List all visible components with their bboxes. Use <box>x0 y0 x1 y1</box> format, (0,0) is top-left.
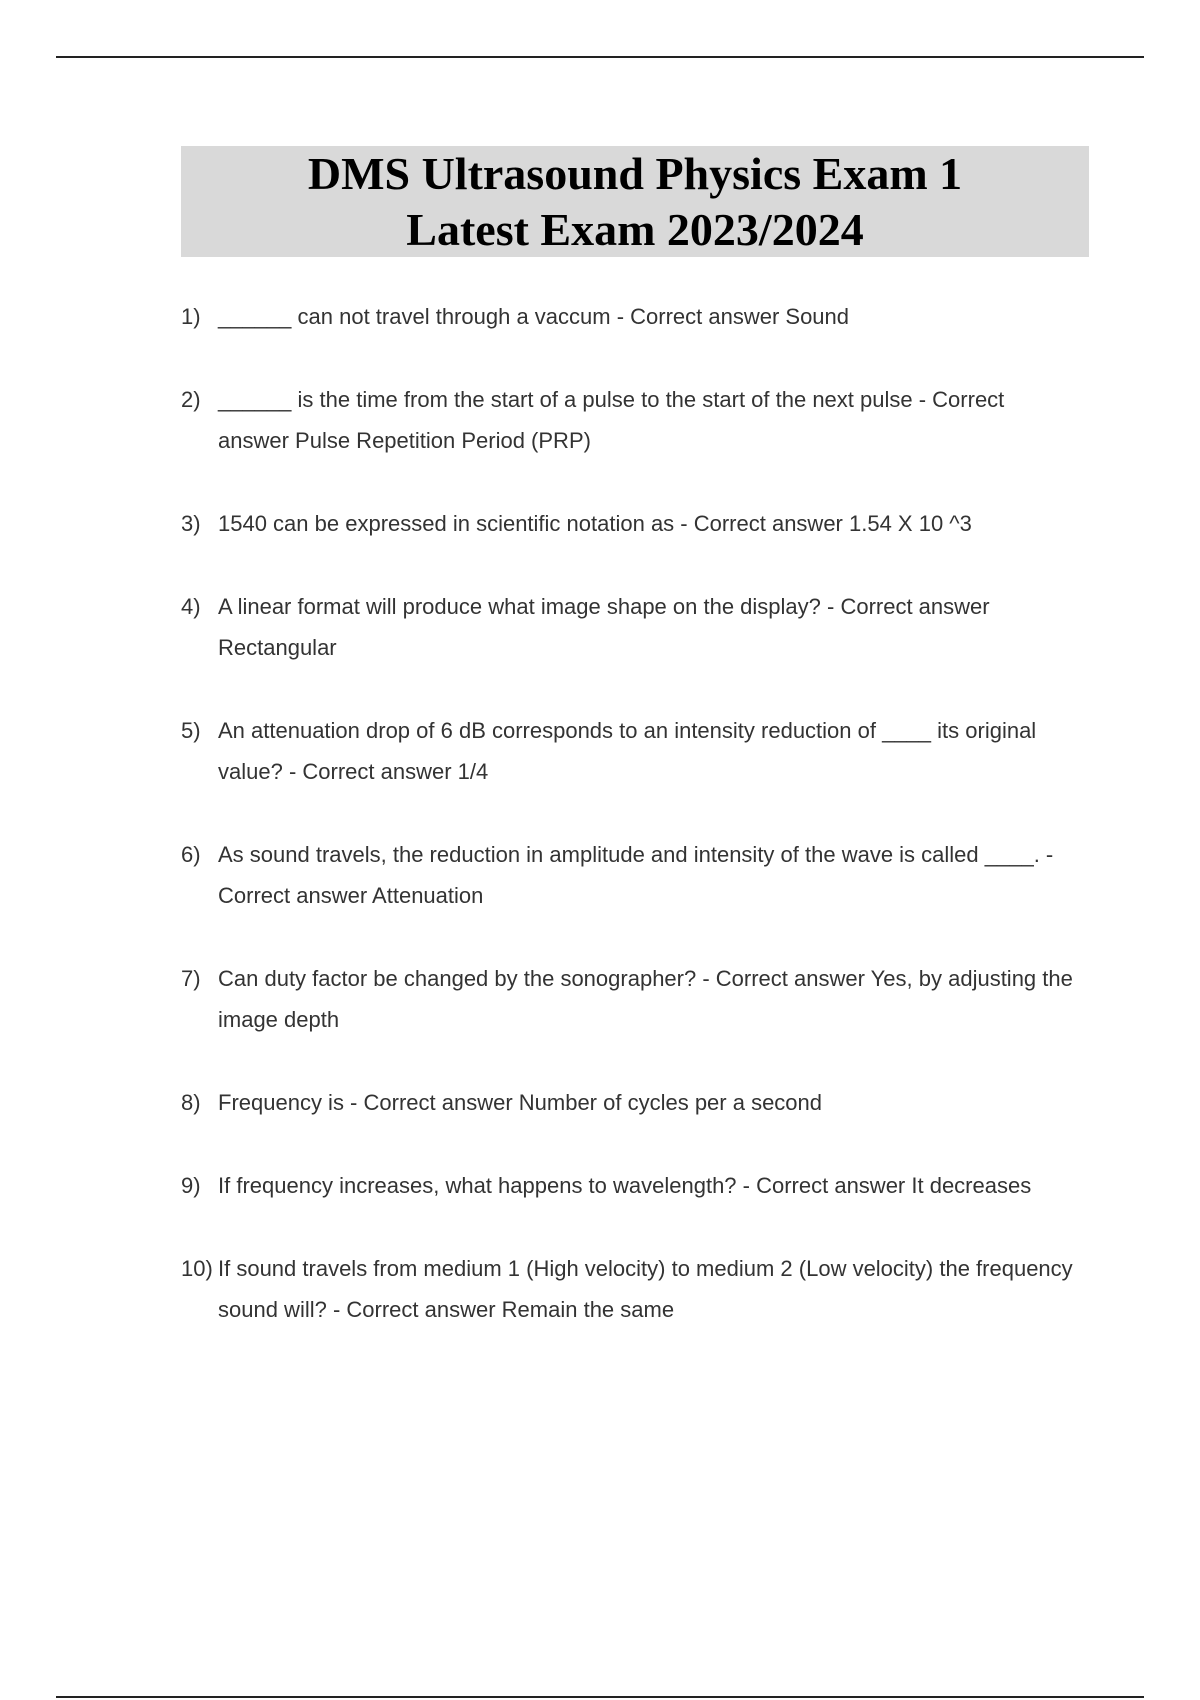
question-item <box>181 379 1081 461</box>
question-text: An attenuation drop of 6 dB corresponds to an intensity reduction of ____ its original value? - Correct answer 1/4 <box>218 718 1037 784</box>
question-item <box>181 958 1081 1040</box>
top-rule <box>56 56 1144 58</box>
bottom-rule <box>56 1696 1144 1698</box>
question-number: 5) <box>181 718 201 743</box>
question-item <box>181 586 1081 668</box>
question-item <box>181 1248 1081 1330</box>
question-number: 8) <box>181 1090 201 1115</box>
question-number: 3) <box>181 511 201 536</box>
question-text: Can duty factor be changed by the sonographer? - Correct answer Yes, by adjusting the image depth <box>218 966 1073 1032</box>
question-text: Frequency is - Correct answer Number of cycles per a second <box>218 1090 823 1115</box>
question-number: 4) <box>181 594 201 619</box>
question-text: As sound travels, the reduction in amplitude and intensity of the wave is called ____. - Correct answer Attenuation <box>218 842 1054 908</box>
question-text: 1540 can be expressed in scientific notation as - Correct answer 1.54 X 10 ^3 <box>218 511 972 536</box>
title-line-1: DMS Ultrasound Physics Exam 1 <box>307 147 963 199</box>
question-item <box>181 296 1081 337</box>
question-item <box>181 1165 1081 1206</box>
question-text: If frequency increases, what happens to wavelength? - Correct answer It decreases <box>218 1173 1032 1198</box>
question-list <box>181 296 1081 1372</box>
question-number: 7) <box>181 966 201 991</box>
document-title <box>308 146 962 258</box>
question-text: ______ is the time from the start of a pulse to the start of the next pulse - Correct answer Pulse Repetition Period (PRP) <box>218 387 1005 453</box>
question-number: 1) <box>181 304 201 329</box>
question-item <box>181 503 1081 544</box>
question-number: 6) <box>181 842 201 867</box>
question-item <box>181 834 1081 916</box>
question-text: A linear format will produce what image shape on the display? - Correct answer Rectangular <box>218 594 990 660</box>
question-item <box>181 710 1081 792</box>
question-text: If sound travels from medium 1 (High velocity) to medium 2 (Low velocity) the frequency sound will? - Correct answer Remain the same <box>218 1256 1073 1322</box>
question-text: ______ can not travel through a vaccum - Correct answer Sound <box>218 304 850 329</box>
question-item <box>181 1082 1081 1123</box>
title-banner <box>181 146 1089 257</box>
question-number: 2) <box>181 387 201 412</box>
question-number: 10) <box>181 1256 213 1281</box>
question-number: 9) <box>181 1173 201 1198</box>
title-line-2: Latest Exam 2023/2024 <box>406 203 864 255</box>
